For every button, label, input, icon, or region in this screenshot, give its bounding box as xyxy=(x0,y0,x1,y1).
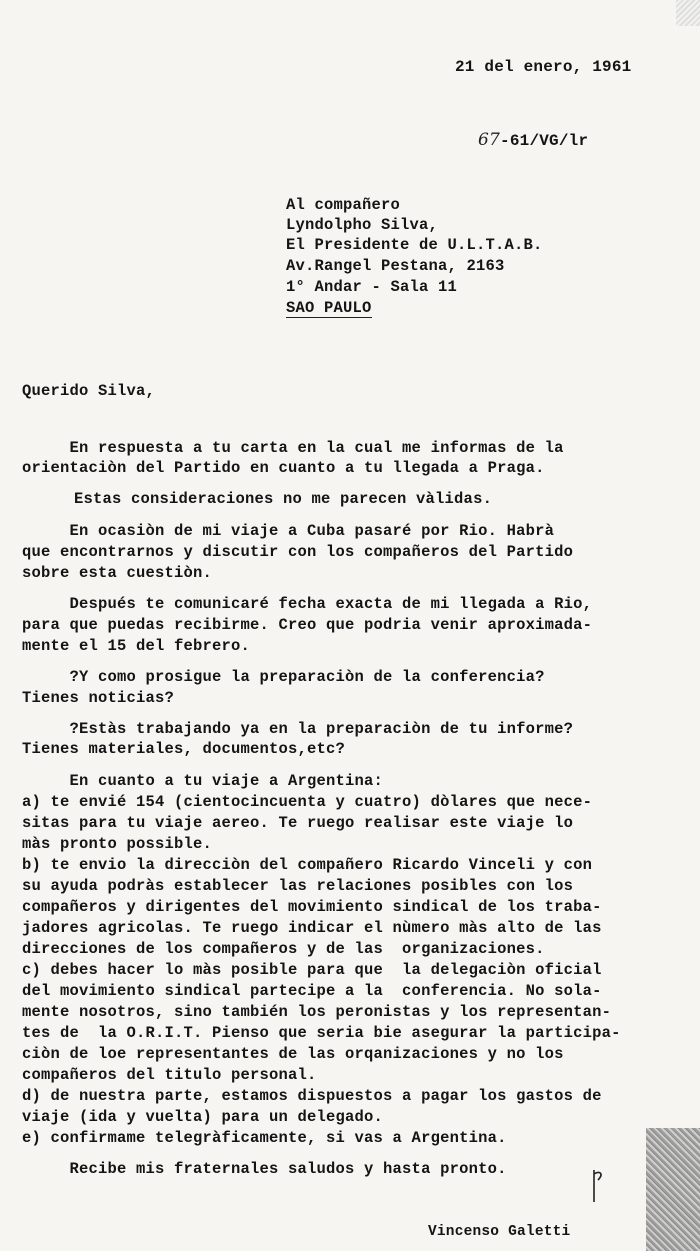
body-line: Tienes materiales, documentos,etc? xyxy=(22,740,346,758)
closing: Recibe mis fraternales saludos y hasta pronto. xyxy=(22,1160,507,1178)
signature: Vincenso Galetti xyxy=(428,1224,571,1240)
address-city xyxy=(286,298,372,318)
body-line: Tienes noticias? xyxy=(22,689,175,707)
list-item: su ayuda podràs establecer las relaciones posibles con los xyxy=(22,877,574,895)
body-line: En respuesta a tu carta en la cual me informas de la xyxy=(22,439,564,457)
typed-ref: -61/VG/lr xyxy=(500,132,589,150)
body-line: mente el 15 del febrero. xyxy=(22,637,251,655)
scan-artifact xyxy=(676,0,700,26)
list-item: sitas para tu viaje aereo. Te ruego realisar este viaje lo xyxy=(22,814,574,832)
body-line: para que puedas recibirme. Creo que podria venir aproximada- xyxy=(22,616,593,634)
list-item: del movimiento sindical partecipe a la conferencia. No sola- xyxy=(22,982,602,1000)
handwritten-mark-icon xyxy=(588,1166,610,1206)
list-item: tes de la O.R.I.T. Pienso que seria bie asegurar la participa- xyxy=(22,1024,621,1042)
letter-date: 21 del enero, 1961 xyxy=(455,58,632,76)
scan-artifact xyxy=(646,1128,700,1251)
handwritten-ref: 67 xyxy=(478,130,501,150)
body-line: En cuanto a tu viaje a Argentina: xyxy=(22,772,384,790)
address-line: Av.Rangel Pestana, 2163 xyxy=(286,257,505,275)
list-item: compañeros y dirigentes del movimiento sindical de los traba- xyxy=(22,898,602,916)
body-line: orientaciòn del Partido en cuanto a tu llegada a Praga. xyxy=(22,459,545,477)
body-line: En ocasiòn de mi viaje a Cuba pasaré por Rio. Habrà xyxy=(22,522,555,540)
address-line: El Presidente de U.L.T.A.B. xyxy=(286,236,543,254)
body-line: Estas consideraciones no me parecen vàlidas. xyxy=(74,490,493,508)
list-item: c) debes hacer lo màs posible para que la delegaciòn oficial xyxy=(22,961,602,979)
address-line: Lyndolpho Silva, xyxy=(286,216,439,234)
salutation: Querido Silva, xyxy=(22,382,156,400)
list-item: e) confirmame telegràficamente, si vas a Argentina. xyxy=(22,1129,507,1147)
list-item: d) de nuestra parte, estamos dispuestos a pagar los gastos de xyxy=(22,1087,602,1105)
body-line: Después te comunicaré fecha exacta de mi llegada a Rio, xyxy=(22,595,593,613)
body-line: ?Estàs trabajando ya en la preparaciòn de tu informe? xyxy=(22,720,574,738)
list-item: mente nosotros, sino también los peronistas y los representan- xyxy=(22,1003,612,1021)
reference-number xyxy=(478,130,588,151)
address-line: 1° Andar - Sala 11 xyxy=(286,278,458,296)
list-item: b) te envio la direcciòn del compañero Ricardo Vinceli y con xyxy=(22,856,593,874)
body-line: ?Y como prosigue la preparaciòn de la conferencia? xyxy=(22,668,545,686)
body-line: que encontrarnos y discutir con los compañeros del Partido xyxy=(22,543,574,561)
list-item: viaje (ida y vuelta) para un delegado. xyxy=(22,1108,384,1126)
list-item: a) te envié 154 (cientocincuenta y cuatro) dòlares que nece- xyxy=(22,793,593,811)
list-item: màs pronto possible. xyxy=(22,835,213,853)
list-item: ciòn de loe representantes de las orqanizaciones y no los xyxy=(22,1045,564,1063)
list-item: jadores agricolas. Te ruego indicar el nùmero màs alto de las xyxy=(22,919,602,937)
city-underlined: SAO PAULO xyxy=(286,299,372,317)
address-line: Al compañero xyxy=(286,196,401,214)
body-line: sobre esta cuestiòn. xyxy=(22,564,213,582)
list-item: direcciones de los compañeros y de las organizaciones. xyxy=(22,940,545,958)
list-item: compañeros del titulo personal. xyxy=(22,1066,317,1084)
